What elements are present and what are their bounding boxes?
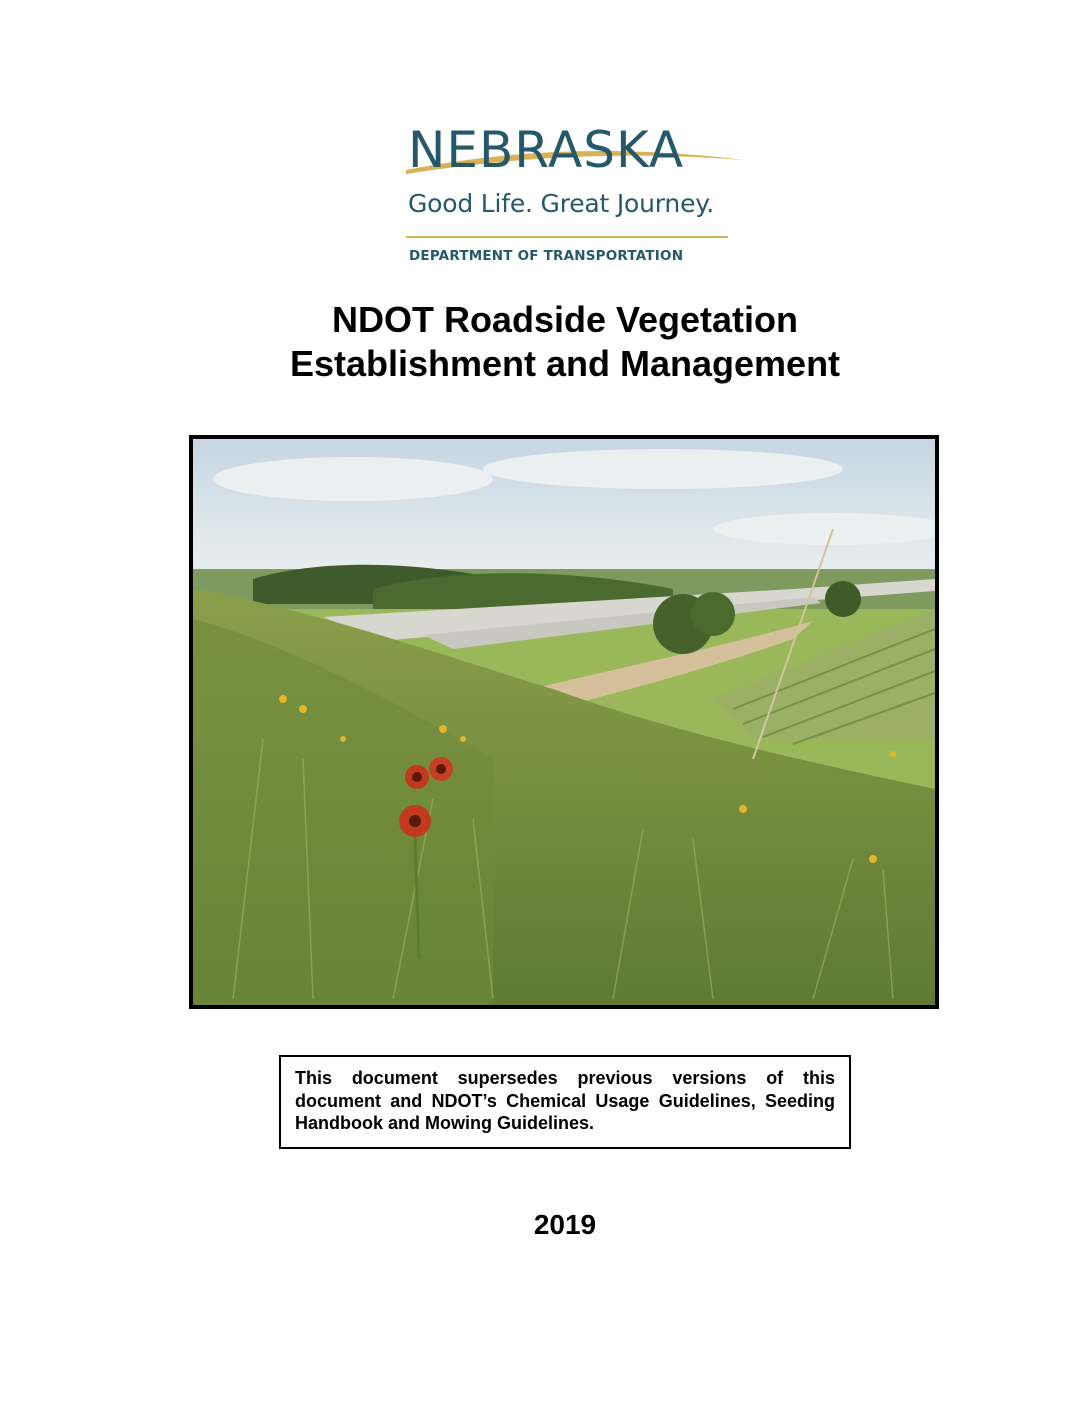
supersedes-notice [279,1055,851,1149]
notice-text: This document supersedes previous versions of this document and NDOT’s Chemical Usage Guidelines, Seeding Handbook and Mowing Guidelines. [295,1068,835,1133]
roadside-photo [189,435,939,1009]
title-line-2: Establishment and Management [289,343,841,384]
nebraska-dot-logo [398,118,748,270]
roadside-landscape-image [193,439,935,1005]
title-line-1: NDOT Roadside Vegetation [331,299,799,340]
document-title [0,298,1088,386]
logo-tagline: Good Life. Great Journey. [408,189,715,218]
logo-wordmark: NEBRASKA [408,121,685,179]
logo-department: DEPARTMENT OF TRANSPORTATION [409,248,684,264]
publication-year: 2019 [533,1209,597,1240]
logo-divider [406,236,728,238]
